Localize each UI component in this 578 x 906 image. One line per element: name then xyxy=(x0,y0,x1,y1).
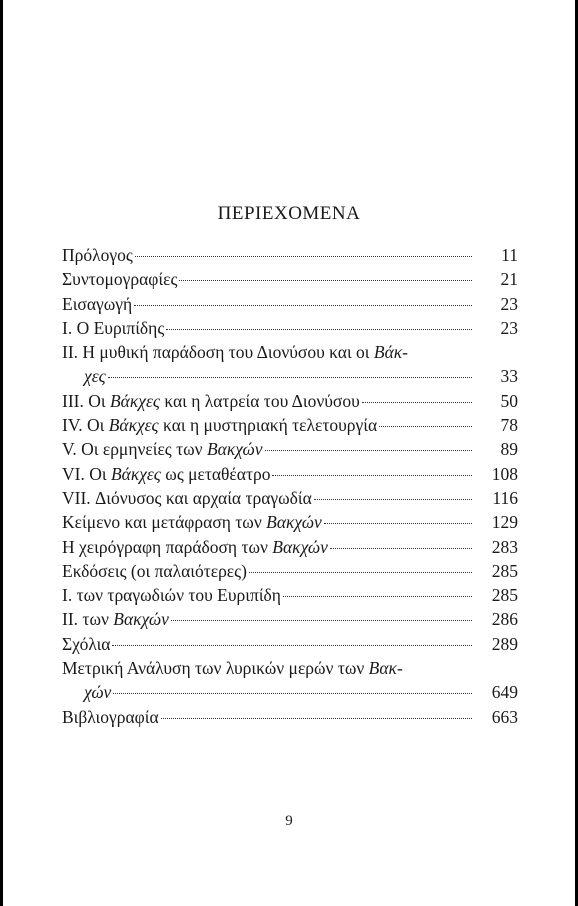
toc-entry-title-text: Βιβλιογραφία xyxy=(62,706,159,727)
toc-entry-title-italic: Βάκχες xyxy=(109,390,160,411)
toc-entry-title xyxy=(62,486,312,510)
toc-entry xyxy=(62,267,518,291)
toc-entry xyxy=(62,607,518,631)
dot-leader xyxy=(405,669,472,670)
toc-entry xyxy=(62,632,518,656)
toc-entry-page: 33 xyxy=(500,366,518,387)
dot-leader xyxy=(379,425,472,427)
toc-entry-page: 289 xyxy=(491,633,518,654)
toc-entry-page: 283 xyxy=(491,536,518,557)
toc-entry-title xyxy=(62,559,247,583)
toc-entry-title-italic: Βακ- xyxy=(368,658,403,679)
toc-entry-page: 663 xyxy=(491,706,518,727)
dot-leader xyxy=(410,353,472,354)
toc-entry-title xyxy=(84,680,111,704)
toc-entry-title xyxy=(62,243,133,267)
toc-entry-title-italic: χών xyxy=(84,682,112,703)
toc-entry-title-text: Σχόλια xyxy=(62,633,111,654)
toc-entry-title-text: VI. Οι xyxy=(62,463,111,484)
dot-leader xyxy=(265,449,472,451)
toc-entry xyxy=(62,389,518,413)
toc-entry-page: 23 xyxy=(500,317,518,338)
toc-entry xyxy=(62,583,518,607)
toc-entry-title xyxy=(62,413,377,437)
toc-entry-title-text: Εισαγωγή xyxy=(62,293,133,314)
toc-entry-title-text: και η λατρεία του Διονύσου xyxy=(159,390,360,411)
toc-entry xyxy=(62,680,518,704)
toc-entry xyxy=(62,243,518,267)
toc-entry-title-italic: Βακχών xyxy=(113,609,169,630)
toc-entry-title xyxy=(62,340,408,364)
toc-entry-page: 78 xyxy=(500,415,518,436)
toc-entry-title-text: Συντομογραφίες xyxy=(62,269,178,290)
toc-entry-page: 129 xyxy=(491,512,518,533)
toc-entry xyxy=(62,340,518,364)
toc-entry-page: 285 xyxy=(491,560,518,581)
toc-entry xyxy=(62,292,518,316)
dot-leader xyxy=(179,279,472,281)
dot-leader xyxy=(113,692,472,694)
toc-entry-title-italic: Βακχών xyxy=(206,439,263,460)
toc-entry-page: 286 xyxy=(491,609,518,630)
dot-leader xyxy=(108,376,472,378)
toc-entry-page: 11 xyxy=(501,245,518,265)
toc-entry xyxy=(62,535,518,559)
toc-entry-title xyxy=(62,389,360,413)
toc-entry-title-italic: Βακχών xyxy=(266,512,322,533)
dot-leader xyxy=(272,474,472,476)
toc-entry-title-italic: Βάκχες xyxy=(110,463,161,484)
dot-leader xyxy=(314,498,472,500)
toc-entry-title xyxy=(62,267,177,291)
dot-leader xyxy=(324,522,472,524)
toc-entry-page: 108 xyxy=(491,463,518,484)
toc-entry-title xyxy=(62,462,270,486)
toc-entry-title-italic: Βάκχες xyxy=(108,415,159,436)
toc-entry-title-text: ΙΙ. των xyxy=(62,609,114,630)
toc-entry-title xyxy=(84,364,106,388)
toc-entry-title-italic: Βάκ- xyxy=(373,342,408,363)
toc-entry-title xyxy=(62,316,164,340)
toc-entry-title-text: Ι. Ο Ευριπίδης xyxy=(62,317,165,338)
toc-entry-title-text: ΙΙΙ. Οι xyxy=(62,390,110,411)
dot-leader xyxy=(112,644,472,646)
toc-entry-page: 649 xyxy=(491,682,518,703)
toc-entry xyxy=(62,705,518,729)
toc-entry-page: 50 xyxy=(500,390,518,411)
toc-entry-title-text: ΙΙ. Η μυθική παράδοση του Διονύσου και οι xyxy=(62,342,374,363)
dot-leader xyxy=(166,328,472,330)
toc-entry-title-text: και η μυστηριακή τελετουργία xyxy=(158,415,378,436)
toc-entry-title xyxy=(62,510,322,534)
toc-entry xyxy=(62,413,518,437)
toc-entry-title-italic: Βακχών xyxy=(272,536,328,557)
toc-entry-title xyxy=(62,607,169,631)
toc-entry-title-italic: χες xyxy=(84,366,106,387)
toc-entry-title xyxy=(62,292,132,316)
toc-entry-title xyxy=(62,583,281,607)
toc-entry-title xyxy=(62,535,328,559)
toc-entry xyxy=(62,486,518,510)
dot-leader xyxy=(362,401,472,403)
toc-entry xyxy=(62,462,518,486)
toc-entry-title xyxy=(62,437,263,461)
toc-entry-title-text: Πρόλογος xyxy=(62,245,133,265)
toc-entry-title-text: Μετρική Ανάλυση των λυρικών μερών των xyxy=(62,658,369,679)
toc-entry-title-text: Η χειρόγραφη παράδοση των xyxy=(62,536,273,557)
dot-leader xyxy=(330,547,472,549)
table-of-contents xyxy=(62,243,518,729)
toc-entry-title xyxy=(62,632,110,656)
toc-entry-title-text: VII. Διόνυσος και αρχαία τραγωδία xyxy=(62,487,312,508)
toc-entry-page: 285 xyxy=(491,585,518,606)
toc-entry-title-text: Εκδόσεις (οι παλαιότερες) xyxy=(62,560,247,581)
toc-entry xyxy=(62,510,518,534)
toc-entry xyxy=(62,364,518,388)
dot-leader xyxy=(283,595,472,597)
dot-leader xyxy=(135,255,472,257)
dot-leader xyxy=(134,304,472,306)
toc-entry-title-text: V. Οι ερμηνείες των xyxy=(62,439,207,460)
toc-entry-title-text: Ι. των τραγωδιών του Ευριπίδη xyxy=(62,585,281,606)
toc-entry xyxy=(62,559,518,583)
toc-entry xyxy=(62,656,518,680)
toc-entry-title-text: IV. Οι xyxy=(62,415,109,436)
toc-entry-page: 116 xyxy=(492,487,518,508)
toc-entry-title-text: Κείμενο και μετάφραση των xyxy=(62,512,267,533)
toc-entry-page: 23 xyxy=(500,293,518,314)
toc-entry-title xyxy=(62,705,159,729)
page-title: ΠΕΡΙΕΧΟΜΕΝΑ xyxy=(217,203,361,224)
dot-leader xyxy=(171,619,472,621)
toc-entry-page: 89 xyxy=(500,439,518,460)
toc-entry xyxy=(62,316,518,340)
toc-entry xyxy=(62,437,518,461)
toc-entry-page: 21 xyxy=(500,269,518,290)
toc-entry-title-text: ως μεταθέατρο xyxy=(160,463,271,484)
dot-leader xyxy=(161,717,472,719)
page-number: 9 xyxy=(285,813,293,829)
toc-entry-title xyxy=(62,656,403,680)
dot-leader xyxy=(249,571,472,573)
